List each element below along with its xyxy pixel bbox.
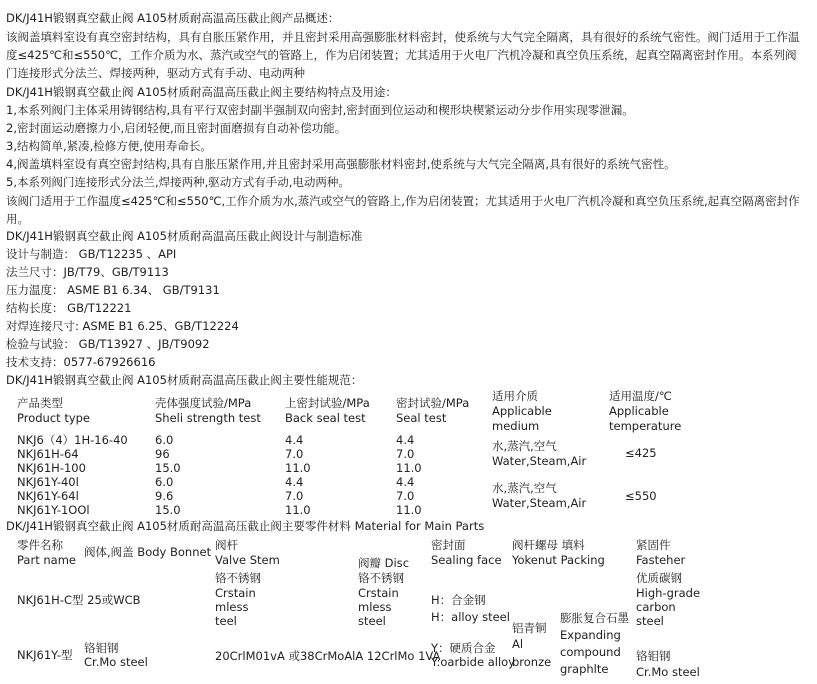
row6-type: NKJ61Y-1OOl <box>17 503 90 517</box>
header-type-en: Product type <box>17 411 91 425</box>
row1-back: 4.4 <box>285 433 304 447</box>
mat-row1-stem-3: mless <box>215 600 249 614</box>
features-usage: 该阀门适用于工作温度≤425℃和≤550℃,工作介质为水,蒸汽或空气的管路上,作为启闭装置；尤其适用于火电厂汽机冷凝和真空负压系统,起真空隔离密封作用。 <box>6 194 800 226</box>
features-heading: DK/J41H锻钢真空截止阀 A105材质耐高温高压截止阀主要结构特点及用途： <box>6 85 397 99</box>
row5-back: 7.0 <box>285 489 304 503</box>
feature-item-5: 5,本系列阀门连接形式分法兰,焊接两种,驱动方式有手动,电动两种。 <box>6 175 350 189</box>
header-temp-en2: temperature <box>609 419 682 433</box>
mat-header-stem-cn: 阀杆 <box>215 538 238 552</box>
mat-header-stem-en: Valve Stem <box>215 553 280 567</box>
row6-back: 11.0 <box>285 503 311 517</box>
overview-heading: DK/J41H锻钢真空截止阀 A105材质耐高温高压截止阀产品概述： <box>6 11 340 25</box>
mat-row2-stem: 20CrlM01vA 或38CrMoAlA 12CrlMo 1VA <box>215 649 441 663</box>
feature-item-3: 3,结构简单,紧凑,检修方便,使用寿命长。 <box>6 139 212 153</box>
row2-back: 7.0 <box>285 447 304 461</box>
mat-row1-disc-2: Crstain <box>358 586 399 600</box>
header-seal-cn: 密封试验/MPa <box>396 396 470 410</box>
feature-item-2: 2,密封面运动磨擦力小,启闭轻便,而且密封面磨损有自动补偿功能。 <box>6 121 347 135</box>
standard-design: 设计与制造： GB/T12235 、API <box>6 247 177 261</box>
mat-row2-packing-2: Expanding <box>560 628 621 642</box>
row2-type: NKJ61H-64 <box>17 447 79 461</box>
mat-row1-disc-3: mless <box>358 600 392 614</box>
header-shell-cn: 壳体强度试验/MPa <box>155 396 252 410</box>
header-medium-en1: Applicable <box>492 404 552 418</box>
mat-row2-body-2: Cr.Mo steel <box>84 655 148 669</box>
mat-row1-sealing-1: H：合金钢 <box>431 593 486 607</box>
mat-row2-packing-1: 膨胀复合石墨 <box>560 611 629 625</box>
row2-shell: 96 <box>155 447 170 461</box>
row4-seal: 4.4 <box>396 475 415 489</box>
standard-pressure-temp: 压力温度： ASME B1 6.34、 GB/T9131 <box>6 283 220 297</box>
row5-shell: 9.6 <box>155 489 174 503</box>
standards-heading: DK/J41H锻钢真空截止阀 A105材质耐高温高压截止阀设计与制造标准 <box>6 229 363 243</box>
feature-item-4: 4,阀盖填料室设有真空密封结构,具有自胀压紧作用,并且密封采用高强膨胀材料密封,使系统与大气完全隔离,具有很好的系统气密性。 <box>6 157 676 171</box>
row4-back: 4.4 <box>285 475 304 489</box>
header-type-cn: 产品类型 <box>17 396 63 410</box>
row6-shell: 15.0 <box>155 503 181 517</box>
header-back-en: Back seal test <box>285 411 366 425</box>
row3-back: 11.0 <box>285 461 311 475</box>
standard-inspection: 检验与试验： GB/T13927 、JB/T9092 <box>6 337 210 351</box>
header-shell-en: Sheli strength test <box>155 411 261 425</box>
mat-row1-stem-4: teel <box>215 614 237 628</box>
row5-seal: 7.0 <box>396 489 415 503</box>
feature-item-1: 1,本系列阀门主体采用铸钢结构,具有平行双密封副半强制双向密封,密封面到位运动和楔形块楔紧运动分步作用实现零泄漏。 <box>6 103 634 117</box>
mat-row1-fastener-1: 优质碳钢 <box>636 571 682 585</box>
mat-row2-body-1: 铬钼钢 <box>84 641 119 655</box>
mat-row2-packing-4: graphlte <box>560 662 609 676</box>
mat-row2-name: NKJ61Y-型 <box>17 648 73 662</box>
header-temp-en1: Applicable <box>609 404 669 418</box>
header-back-cn: 上密封试验/MPa <box>285 396 370 410</box>
row3-type: NKJ61H-100 <box>17 461 86 475</box>
mat-row2-fastener-2: Cr.Mo steel <box>636 665 700 679</box>
mat-row1-disc-4: steel <box>358 614 386 628</box>
group2-temp: ≤550 <box>625 489 657 503</box>
row6-seal: 11.0 <box>396 503 422 517</box>
group1-temp: ≤425 <box>625 446 657 460</box>
header-temp-cn: 适用温度/℃ <box>609 389 672 403</box>
mat-row1-disc-1: 铬不锈钢 <box>358 571 404 585</box>
mat-row2-sealing-2: Y:oarbide alloy <box>431 655 515 669</box>
mat-row1-fastener-2: High-grade <box>636 586 701 600</box>
standard-length: 结构长度： GB/T12221 <box>6 301 132 315</box>
row5-type: NKJ61Y-64l <box>17 489 79 503</box>
group1-medium-en: Water,Steam,Air <box>492 454 587 468</box>
row3-shell: 15.0 <box>155 461 181 475</box>
mat-row1-sealing-2: H：alloy steel <box>431 610 510 624</box>
row3-seal: 11.0 <box>396 461 422 475</box>
row4-shell: 6.0 <box>155 475 174 489</box>
mat-row1-fastener-4: steel <box>636 614 664 628</box>
row1-shell: 6.0 <box>155 433 174 447</box>
header-medium-en2: medium <box>492 419 540 433</box>
overview-body: 该阀盖填料室设有真空密封结构，具有自胀压紧作用，并且密封采用高强膨胀材料密封，使系统与大气完全隔离，具有很好的系统气密性。阀门适用于工作温度≤425℃和≤550℃，工作介质为水、蒸汽或空气的管路上，作为启闭装置；尤其适用于火电厂汽机冷凝和真空负压系统，起真空隔离密封作用。本系列阀门连接形式分法兰、焊接两种，驱动方式有手动、电动两种 <box>6 30 800 80</box>
mat-header-packing-en: Yokenut Packing <box>512 553 605 567</box>
row2-seal: 7.0 <box>396 447 415 461</box>
mat-row2-yokenut-1: 铝青铜 <box>512 621 547 635</box>
header-seal-en: Seal test <box>396 411 447 425</box>
group2-medium-cn: 水,蒸汽,空气 <box>492 481 557 495</box>
mat-header-sealing-cn: 密封面 <box>431 538 466 552</box>
standard-flange: 法兰尺寸：JB/T79、GB/T9113 <box>6 265 169 279</box>
mat-header-part-cn: 零件名称 <box>17 538 63 552</box>
tech-support: 技术支持：0577-67926616 <box>6 355 156 369</box>
mat-row1-stem-1: 铬不锈钢 <box>215 571 261 585</box>
mat-header-sealing-en: Sealing face <box>431 553 502 567</box>
header-medium-cn: 适用介质 <box>492 389 538 403</box>
mat-row1-name: NKJ61H-C型 25或WCB <box>17 593 141 607</box>
mat-header-fastener-en: Fasteher <box>636 553 686 567</box>
mat-row2-fastener-1: 铬钼钢 <box>636 649 671 663</box>
standard-weld: 对焊连接尺寸: ASME B1 6.25、GB/T12224 <box>6 319 239 333</box>
row1-type: NKJ6（4）1H-16-40 <box>17 433 128 447</box>
materials-heading: DK/J41H锻钢真空截止阀 A105材质耐高温高压截止阀主要零件材料 Material for Main Parts <box>6 519 485 533</box>
group1-medium-cn: 水,蒸汽,空气 <box>492 439 557 453</box>
mat-row2-sealing-1: Y：硬质合金 <box>431 641 496 655</box>
mat-header-fastener-cn: 紧固件 <box>636 538 671 552</box>
mat-header-body: 阀体,阀盖 Body Bonnet <box>84 545 212 559</box>
mat-row1-fastener-3: carbon <box>636 600 676 614</box>
row1-seal: 4.4 <box>396 433 415 447</box>
row4-type: NKJ61Y-40l <box>17 475 79 489</box>
mat-row1-stem-2: Crstain <box>215 586 256 600</box>
mat-row2-yokenut-2: Al <box>512 637 524 651</box>
mat-row2-packing-3: compound <box>560 645 621 659</box>
performance-heading: DK/J41H锻钢真空截止阀 A105材质耐高温高压截止阀主要性能规范： <box>6 373 363 387</box>
mat-header-part-en: Part name <box>17 553 76 567</box>
mat-row2-yokenut-3: bronze <box>512 655 552 669</box>
group2-medium-en: Water,Steam,Air <box>492 496 587 510</box>
mat-header-disc: 阀瓣 Disc <box>358 556 410 570</box>
mat-header-packing-cn: 阀杆螺母 填料 <box>512 538 585 552</box>
